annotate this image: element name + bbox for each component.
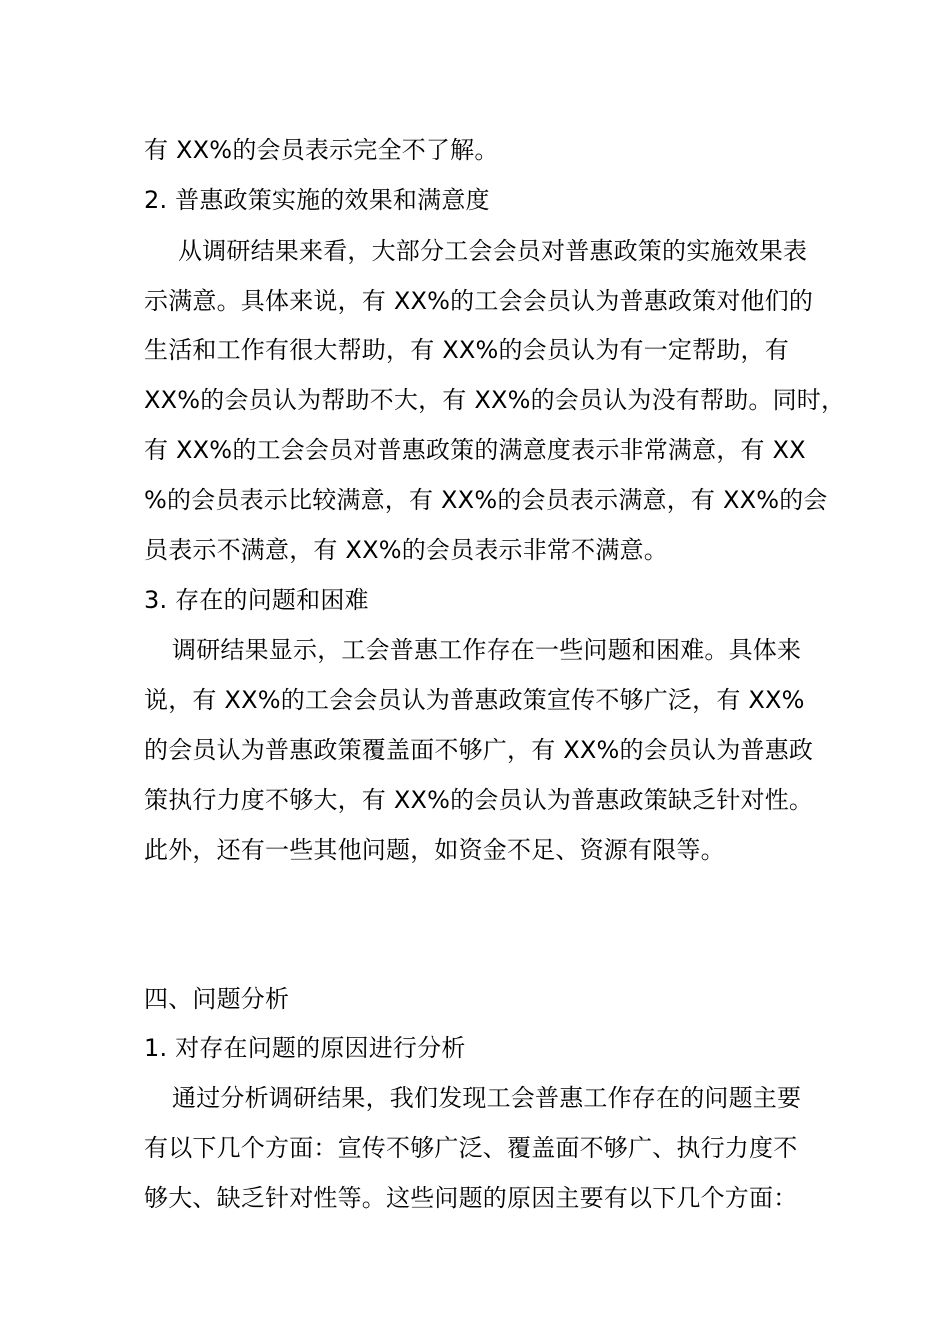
section-heading: 2. 普惠政策实施的效果和满意度 (144, 186, 490, 214)
paragraph-line: 员表示不满意，有 XX%的会员表示非常不满意。 (144, 536, 668, 564)
paragraph-line: 说，有 XX%的工会会员认为普惠政策宣传不够广泛，有 XX% (144, 686, 805, 714)
chapter-heading: 四、问题分析 (144, 985, 290, 1013)
paragraph-line: 够大、缺乏针对性等。这些问题的原因主要有以下几个方面： (144, 1184, 798, 1212)
paragraph-line: 策执行力度不够大，有 XX%的会员认为普惠政策缺乏针对性。 (144, 786, 814, 814)
paragraph-line: 的会员认为普惠政策覆盖面不够广，有 XX%的会员认为普惠政 (144, 736, 814, 764)
paragraph-line: 调研结果显示，工会普惠工作存在一些问题和困难。具体来 (172, 636, 802, 664)
paragraph-line: %的会员表示比较满意，有 XX%的会员表示满意，有 XX%的会 (144, 486, 828, 514)
section-heading: 3. 存在的问题和困难 (144, 586, 369, 614)
paragraph-line: 有 XX%的工会会员对普惠政策的满意度表示非常满意，有 XX (144, 436, 806, 464)
paragraph-line: 从调研结果来看，大部分工会会员对普惠政策的实施效果表 (178, 237, 808, 265)
paragraph-line: 通过分析调研结果，我们发现工会普惠工作存在的问题主要 (172, 1084, 802, 1112)
section-heading: 1. 对存在问题的原因进行分析 (144, 1034, 466, 1062)
paragraph-line: 有 XX%的会员表示完全不了解。 (144, 136, 499, 164)
paragraph-line: XX%的会员认为帮助不大，有 XX%的会员认为没有帮助。同时， (144, 386, 846, 414)
paragraph-line: 有以下几个方面：宣传不够广泛、覆盖面不够广、执行力度不 (144, 1134, 798, 1162)
paragraph-line: 此外，还有一些其他问题，如资金不足、资源有限等。 (144, 836, 725, 864)
paragraph-line: 生活和工作有很大帮助，有 XX%的会员认为有一定帮助，有 (144, 336, 789, 364)
paragraph-line: 示满意。具体来说，有 XX%的工会会员认为普惠政策对他们的 (144, 287, 814, 315)
